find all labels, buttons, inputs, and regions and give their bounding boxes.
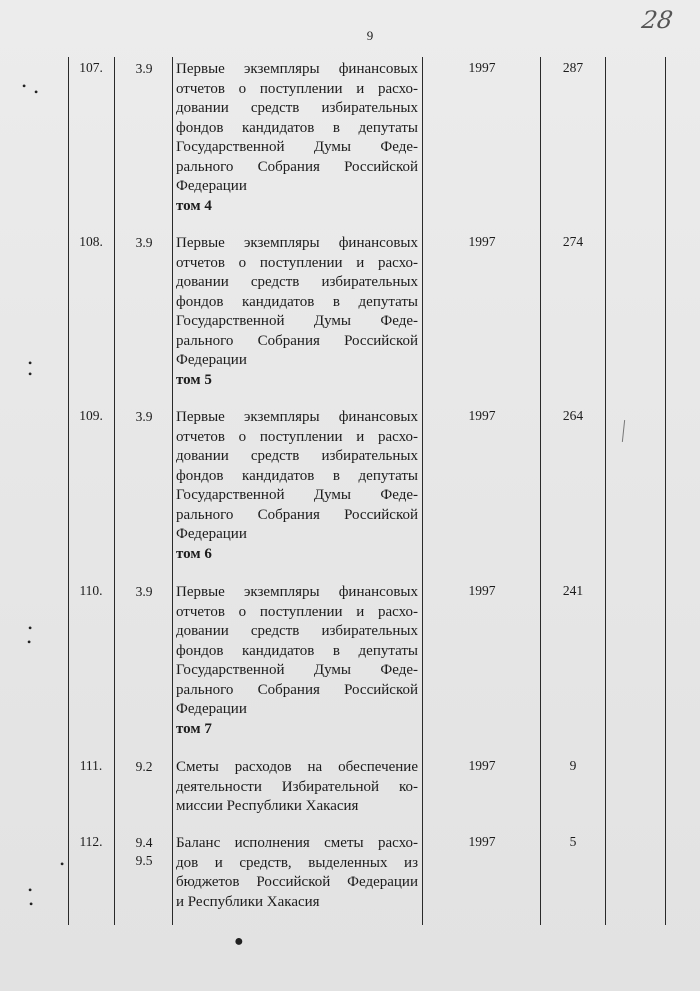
page-number: 9	[366, 28, 374, 43]
scan-speck: •	[28, 883, 33, 897]
title-line: Сметы расходов на обеспечение	[176, 759, 418, 775]
file-year: 1997	[468, 583, 496, 598]
title-line: Государственной Думы Феде-	[176, 662, 418, 678]
code-value: 3.9	[135, 235, 153, 250]
handwritten-sheet-number: 28	[640, 6, 675, 34]
title-line: довании средств избирательных	[176, 100, 418, 116]
file-year: 1997	[468, 60, 496, 75]
title-line: рального Собрания Российской	[176, 332, 418, 349]
title-line: и Республики Хакасия	[176, 893, 320, 910]
code-value: 9.5	[135, 853, 153, 868]
title-line: отчетов о поступлении и расхо-	[176, 254, 418, 271]
row-number: 107.	[79, 60, 103, 75]
title-line: фондов кандидатов в депутаты	[176, 119, 418, 136]
row-number: 110.	[79, 583, 103, 598]
row-number: 111.	[79, 758, 103, 773]
sheet-count: 5	[569, 834, 577, 849]
column-rule-count	[605, 57, 606, 925]
title-line: отчетов о поступлении и расхо-	[176, 80, 418, 97]
pencil-mark	[622, 420, 625, 442]
sheet-count: 241	[562, 583, 584, 598]
title-line: Первые экземпляры финансовых	[176, 61, 418, 77]
code-value: 9.2	[135, 759, 153, 774]
classification-code	[118, 60, 170, 78]
title-line: довании средств избирательных	[176, 274, 418, 290]
title-line: бюджетов Российской Федерации	[176, 874, 418, 890]
sheet-count: 287	[562, 60, 584, 75]
title-line: Федерации	[176, 526, 247, 542]
scan-speck: •	[27, 635, 32, 649]
classification-code	[118, 583, 170, 601]
title-line: Государственной Думы Феде-	[176, 313, 418, 329]
title-line: рального Собрания Российской	[176, 506, 418, 523]
scan-speck: ●	[234, 933, 244, 950]
classification-code	[118, 834, 170, 870]
column-rule-right	[665, 57, 666, 925]
title-line: Первые экземпляры финансовых	[176, 584, 418, 600]
sheet-count: 9	[569, 758, 577, 773]
file-year: 1997	[468, 758, 496, 773]
title-line: фондов кандидатов в депутаты	[176, 293, 418, 310]
volume-label: том 4	[176, 197, 212, 214]
title-line: миссии Республики Хакасия	[176, 798, 359, 814]
title-line: рального Собрания Российской	[176, 158, 418, 175]
row-number: 112.	[79, 834, 103, 849]
title-line: отчетов о поступлении и расхо-	[176, 428, 418, 445]
classification-code	[118, 758, 170, 776]
scan-speck: •	[28, 356, 33, 370]
column-rule-year	[540, 57, 541, 925]
scan-speck: •	[34, 85, 39, 99]
scan-speck: •	[22, 79, 27, 93]
scan-speck: •	[60, 857, 65, 871]
title-line: Первые экземпляры финансовых	[176, 235, 418, 251]
column-rule-title	[422, 57, 423, 925]
row-number: 109.	[79, 408, 103, 423]
title-line: рального Собрания Российской	[176, 681, 418, 698]
file-title	[176, 234, 418, 390]
file-year: 1997	[468, 834, 496, 849]
title-line: Баланс исполнения сметы расхо-	[176, 835, 418, 851]
file-year: 1997	[468, 234, 496, 249]
file-title	[176, 60, 418, 216]
title-line: Первые экземпляры финансовых	[176, 409, 418, 425]
volume-label: том 5	[176, 371, 212, 388]
scan-speck: •	[28, 621, 33, 635]
code-value: 3.9	[135, 409, 153, 424]
file-year: 1997	[468, 408, 496, 423]
title-line: Государственной Думы Феде-	[176, 487, 418, 503]
title-line: Федерации	[176, 701, 247, 717]
file-title	[176, 583, 418, 739]
title-line: Федерации	[176, 178, 247, 194]
classification-code	[118, 408, 170, 426]
file-title	[176, 834, 418, 912]
volume-label: том 7	[176, 720, 212, 737]
title-line: фондов кандидатов в депутаты	[176, 467, 418, 484]
volume-label: том 6	[176, 545, 212, 562]
classification-code	[118, 234, 170, 252]
title-line: деятельности Избирательной ко-	[176, 778, 418, 795]
code-value: 9.4	[135, 835, 153, 850]
title-line: довании средств избирательных	[176, 623, 418, 639]
title-line: отчетов о поступлении и расхо-	[176, 603, 418, 620]
column-rule-left	[68, 57, 69, 925]
file-title	[176, 408, 418, 564]
title-line: дов и средств, выделенных из	[176, 854, 418, 871]
sheet-count: 264	[562, 408, 584, 423]
title-line: Федерации	[176, 352, 247, 368]
sheet-count: 274	[562, 234, 584, 249]
column-rule-code	[172, 57, 173, 925]
title-line: фондов кандидатов в депутаты	[176, 642, 418, 659]
title-line: довании средств избирательных	[176, 448, 418, 464]
title-line: Государственной Думы Феде-	[176, 139, 418, 155]
column-rule-num	[114, 57, 115, 925]
code-value: 3.9	[135, 61, 153, 76]
row-number: 108.	[79, 234, 103, 249]
code-value: 3.9	[135, 584, 153, 599]
file-title	[176, 758, 418, 817]
scan-speck: •	[28, 367, 33, 381]
scan-speck: •	[29, 897, 34, 911]
